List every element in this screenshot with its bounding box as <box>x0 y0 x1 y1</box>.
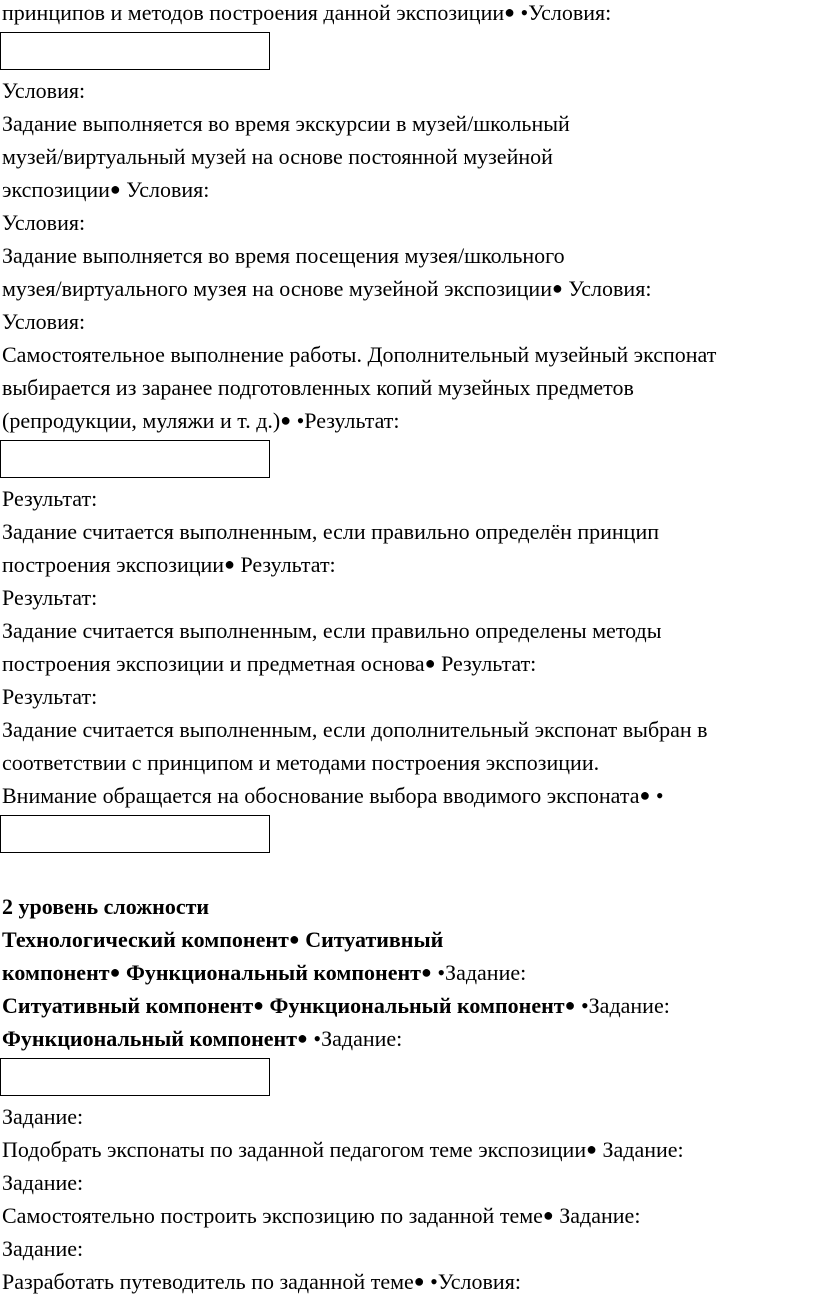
level-heading: 2 уровень сложности <box>2 894 210 919</box>
text-line: Задание считается выполненным, если правильно определён принцип <box>2 519 659 544</box>
component-line: Ситуативный компонент● Функциональный компонент● •Задание: <box>2 993 670 1018</box>
section-label: Результат: <box>2 585 98 610</box>
component-line: Функциональный компонент● •Задание: <box>2 1026 403 1051</box>
bullet-icon: ● <box>109 962 121 982</box>
bullet-icon: ● <box>564 995 576 1015</box>
bullet-icon: ● <box>280 410 292 430</box>
bullet-icon: ● <box>420 962 432 982</box>
text-line: Подобрать экспонаты по заданной педагогом теме экспозиции● Задание: <box>2 1137 684 1162</box>
section-label: Условия: <box>2 210 86 235</box>
section-label: Задание: <box>2 1104 84 1129</box>
text-line: экспозиции● Условия: <box>2 177 210 202</box>
section-label: Задание: <box>2 1170 84 1195</box>
bullet-icon: ● <box>109 179 121 199</box>
section-label: Результат: <box>2 684 98 709</box>
bullet-icon: ● <box>224 554 235 574</box>
section-label: Условия: <box>2 78 86 103</box>
text-line: музей/виртуальный музей на основе постоянной музейной <box>2 144 553 169</box>
bullet-icon: ● <box>504 2 515 22</box>
blank-field[interactable] <box>0 440 270 478</box>
bullet-icon: ● <box>297 1028 308 1048</box>
bullet-icon: ● <box>288 929 300 949</box>
text-line: Задание выполняется во время экскурсии в музей/школьный <box>2 111 570 136</box>
text-line: принципов и методов построения данной экспозиции● •Условия: <box>2 0 612 25</box>
text-line: Самостоятельно построить экспозицию по заданной теме● Задание: <box>2 1203 641 1228</box>
component-line: Технологический компонент● Ситуативный <box>2 927 444 952</box>
text-line: Задание считается выполненным, если правильно определены методы <box>2 618 662 643</box>
text-line: музея/виртуального музея на основе музейной экспозиции● Условия: <box>2 276 652 301</box>
text-line: Задание выполняется во время посещения музея/школьного <box>2 243 565 268</box>
bullet-icon: ● <box>551 278 563 298</box>
blank-field[interactable] <box>0 815 270 853</box>
text-line: построения экспозиции● Результат: <box>2 552 336 577</box>
bullet-icon: ● <box>424 653 436 673</box>
text-line: выбирается из заранее подготовленных копий музейных предметов <box>2 375 634 400</box>
section-label: Условия: <box>2 309 86 334</box>
bullet-icon: ● <box>253 995 265 1015</box>
bullet-icon: ● <box>639 785 651 805</box>
section-label: Задание: <box>2 1236 84 1261</box>
bullet-icon: ● <box>542 1205 554 1225</box>
blank-field[interactable] <box>0 32 270 70</box>
text-line: Самостоятельное выполнение работы. Дополнительный музейный экспонат <box>2 342 717 367</box>
text-line: соответствии с принципом и методами построения экспозиции. <box>2 750 600 775</box>
blank-field[interactable] <box>0 1058 270 1096</box>
spacer <box>0 857 816 890</box>
text-line: Внимание обращается на обоснование выбора вводимого экспоната● • <box>2 783 664 808</box>
text-line: построения экспозиции и предметная основа● Результат: <box>2 651 537 676</box>
text-line: (репродукции, муляжи и т. д.)● •Результат: <box>2 408 400 433</box>
bullet-icon: ● <box>413 1271 425 1291</box>
section-label: Результат: <box>2 486 98 511</box>
component-line: компонент● Функциональный компонент● •Задание: <box>2 960 527 985</box>
text-line: Задание считается выполненным, если дополнительный экспонат выбран в <box>2 717 708 742</box>
bullet-icon: ● <box>586 1139 597 1159</box>
text-line: Разработать путеводитель по заданной теме● •Условия: <box>2 1269 521 1294</box>
